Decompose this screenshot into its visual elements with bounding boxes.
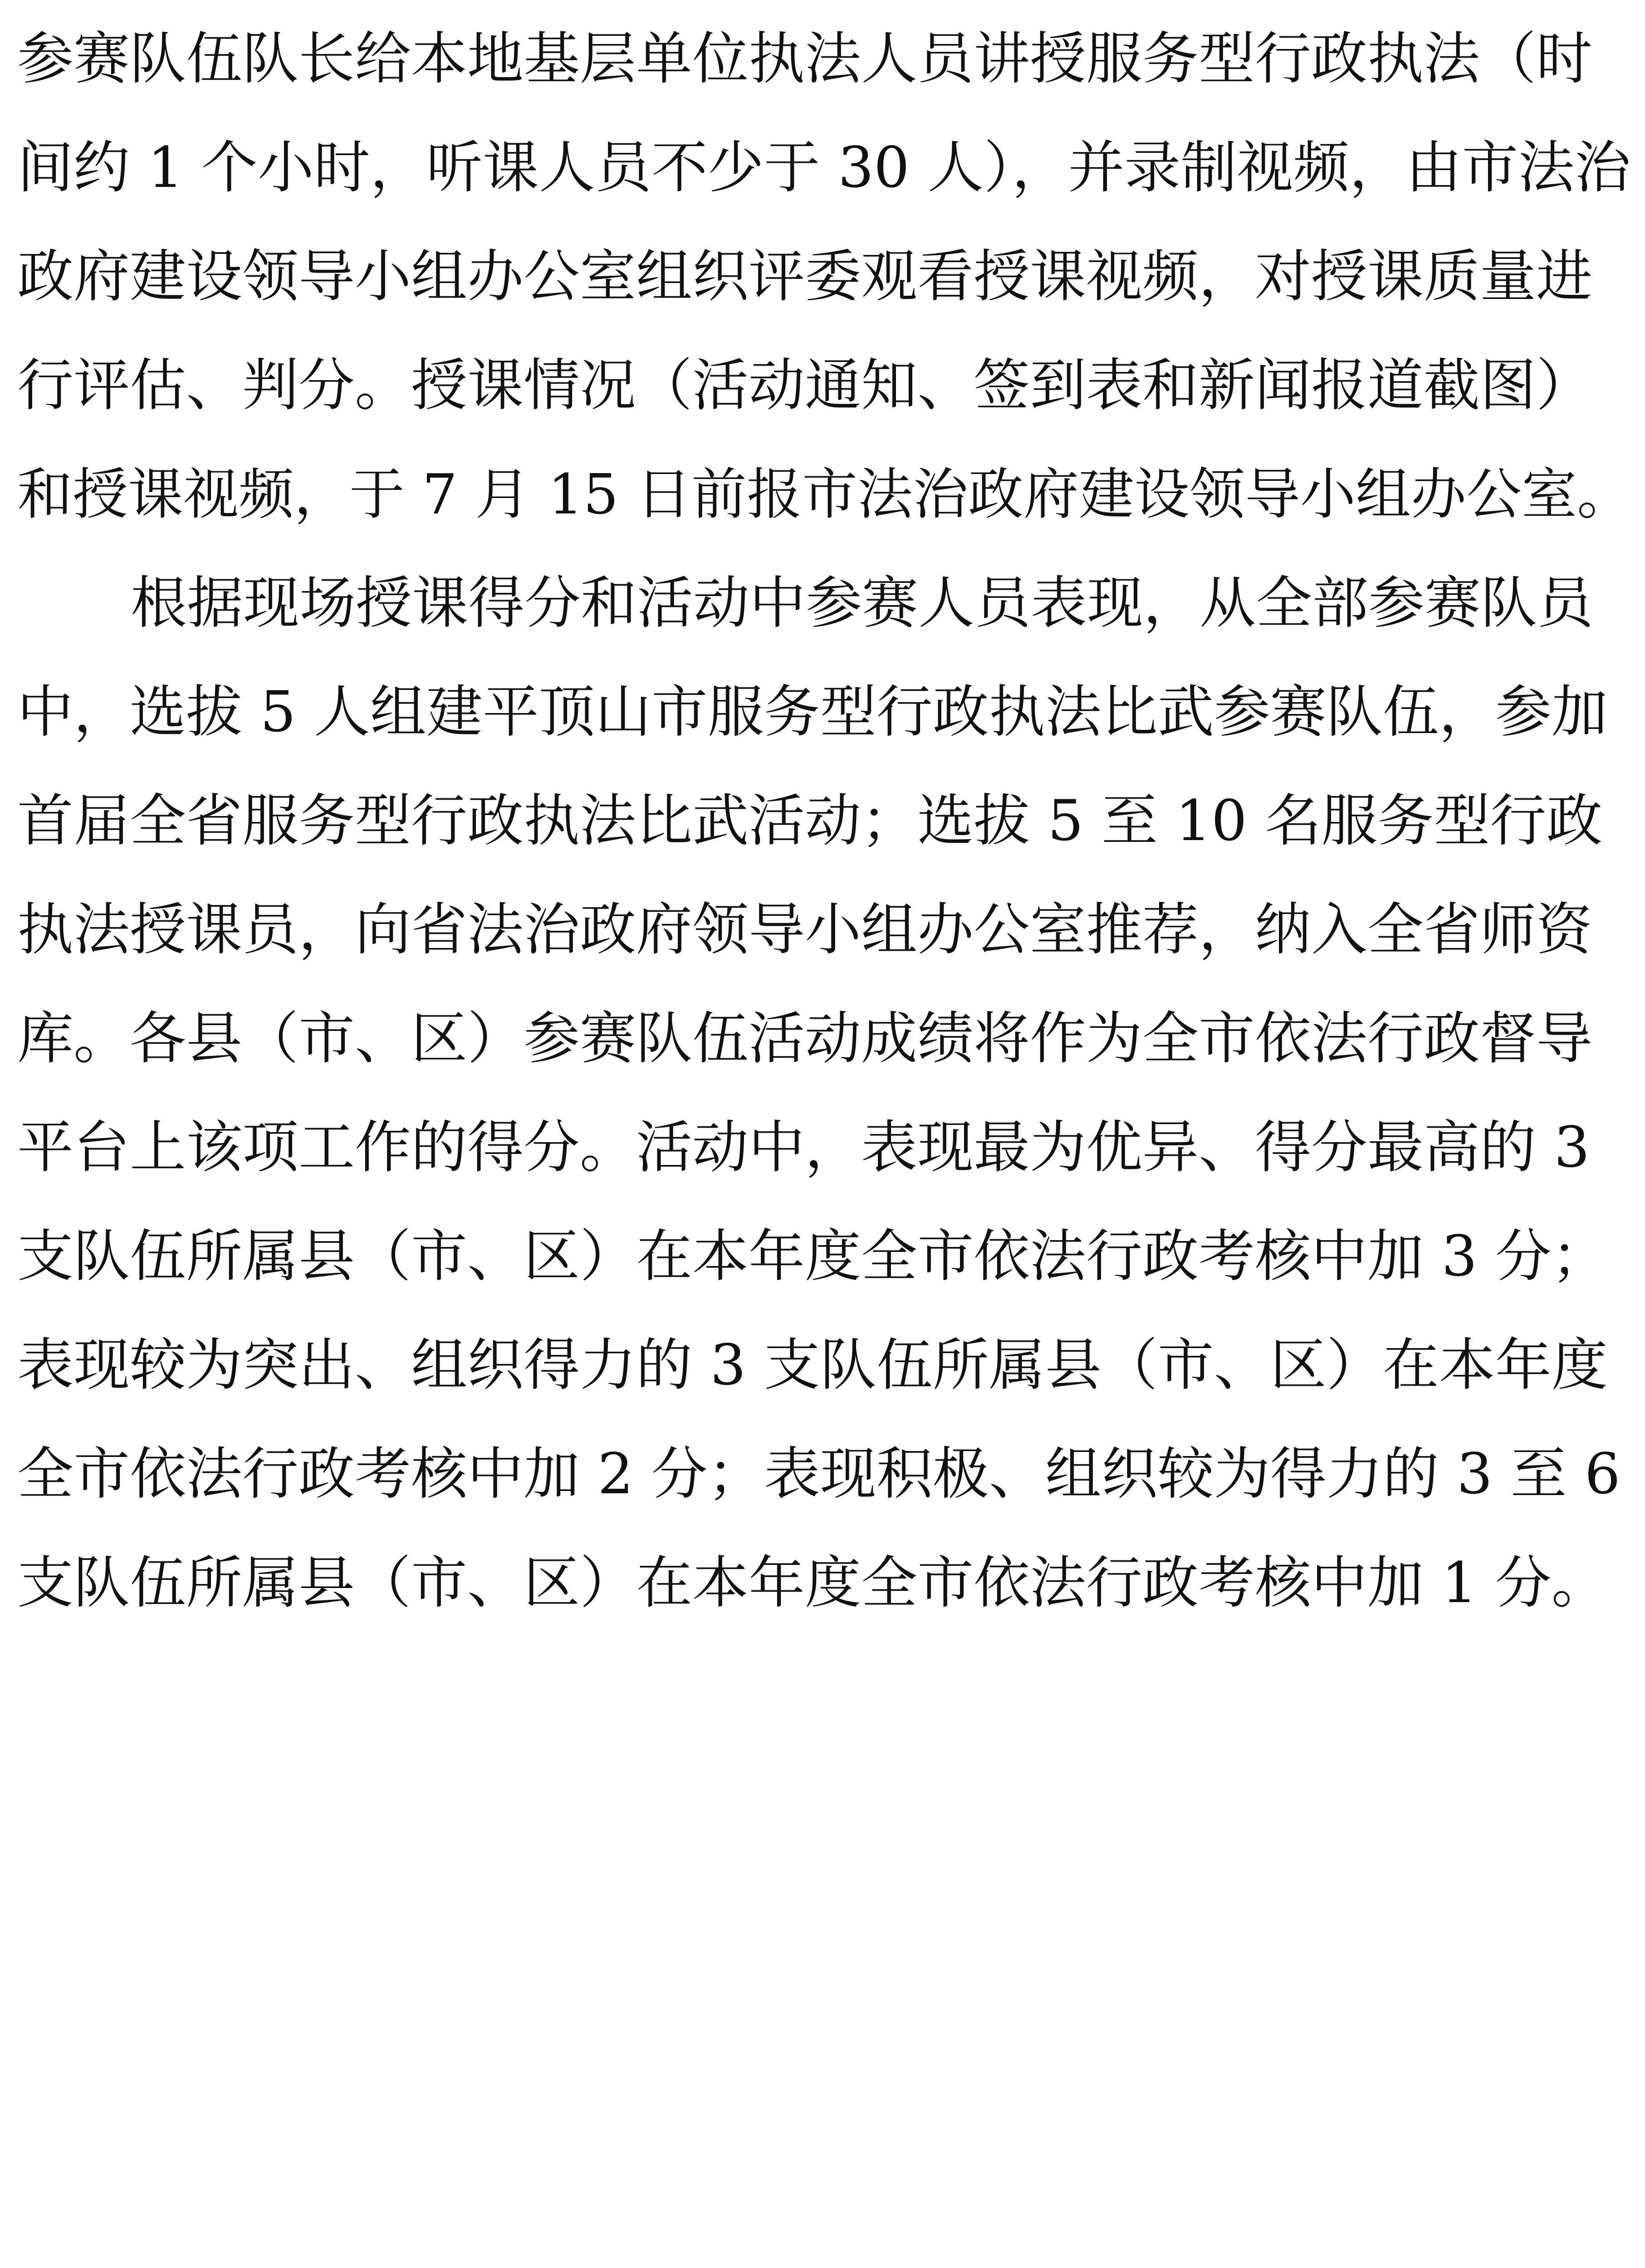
- text-line-4: 行评估、判分。授课情况（活动通知、签到表和新闻报道截图）: [17, 353, 1593, 418]
- text-line-11: 平台上该项工作的得分。活动中，表现最为优异、得分最高的 3: [17, 1115, 1590, 1180]
- paragraph-2-first-line: 根据现场授课得分和活动中参赛人员表现，从全部参赛队员: [131, 571, 1594, 636]
- text-line-14: 全市依法行政考核中加 2 分；表现积极、组织较为得力的 3 至 6: [17, 1442, 1621, 1507]
- text-line-12: 支队伍所属县（市、区）在本年度全市依法行政考核中加 3 分；: [17, 1224, 1608, 1289]
- text-line-3: 政府建设领导小组办公室组织评委观看授课视频，对授课质量进: [17, 244, 1593, 309]
- text-line-1: 参赛队伍队长给本地基层单位执法人员讲授服务型行政执法（时: [17, 26, 1593, 92]
- text-line-10: 库。各县（市、区）参赛队伍活动成绩将作为全市依法行政督导: [17, 1006, 1593, 1071]
- text-line-7: 中，选拔 5 人组建平顶山市服务型行政执法比武参赛队伍，参加: [17, 679, 1608, 745]
- text-line-13: 表现较为突出、组织得力的 3 支队伍所属县（市、区）在本年度: [17, 1333, 1608, 1398]
- text-line-15: 支队伍所属县（市、区）在本年度全市依法行政考核中加 1 分。: [17, 1550, 1608, 1616]
- text-line-2: 间约 1 个小时，听课人员不少于 30 人），并录制视频，由市法治: [17, 135, 1631, 200]
- text-line-9: 执法授课员，向省法治政府领导小组办公室推荐，纳入全省师资: [17, 897, 1593, 963]
- text-line-5: 和授课视频，于 7 月 15 日前报市法治政府建设领导小组办公室。: [17, 462, 1632, 527]
- text-line-8: 首届全省服务型行政执法比武活动；选拔 5 至 10 名服务型行政: [17, 788, 1603, 854]
